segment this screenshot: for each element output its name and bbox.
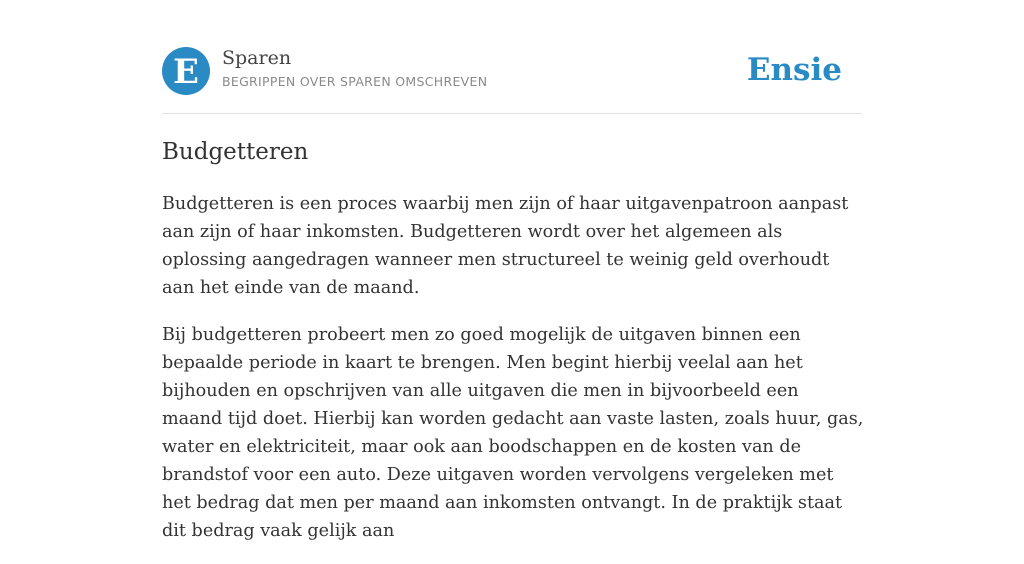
logo-letter: E bbox=[173, 52, 199, 92]
logo-letter-graphic bbox=[162, 47, 210, 95]
logo-e-icon[interactable] bbox=[162, 47, 210, 95]
site-title[interactable]: Sparen bbox=[222, 47, 292, 69]
header-divider bbox=[162, 113, 862, 114]
article-paragraph-2: Bij budgetteren probeert men zo goed mogelijk de uitgaven binnen een bepaalde periode in kaart te brengen. Men begint hierbij veelal aan het bijhouden en opschrijven van alle uitgaven die men in bijvoorbeeld een maand tijd doet. Hierbij kan worden gedacht aan vaste lasten, zoals huur, gas, water en elektriciteit, maar ook aan boodschappen en de kosten van de brandstof voor een auto. Deze uitgaven worden vervolgens vergeleken met het bedrag dat men per maand aan inkomsten ontvangt. In de praktijk staat dit bedrag vaak gelijk aan bbox=[162, 325, 864, 541]
site-subtitle: BEGRIPPEN OVER SPAREN OMSCHREVEN bbox=[222, 74, 488, 89]
brand-logo-link[interactable]: Ensie bbox=[746, 52, 842, 88]
site-header bbox=[162, 46, 862, 96]
article-body bbox=[162, 190, 864, 564]
article-paragraph-1: Budgetteren is een proces waarbij men zijn of haar uitgavenpatroon aanpast aan zijn of haar inkomsten. Budgetteren wordt over het algemeen als oplossing aangedragen wanneer men structureel te weinig geld overhoudt aan het einde van de maand. bbox=[162, 194, 849, 298]
article-title: Budgetteren bbox=[162, 139, 309, 165]
